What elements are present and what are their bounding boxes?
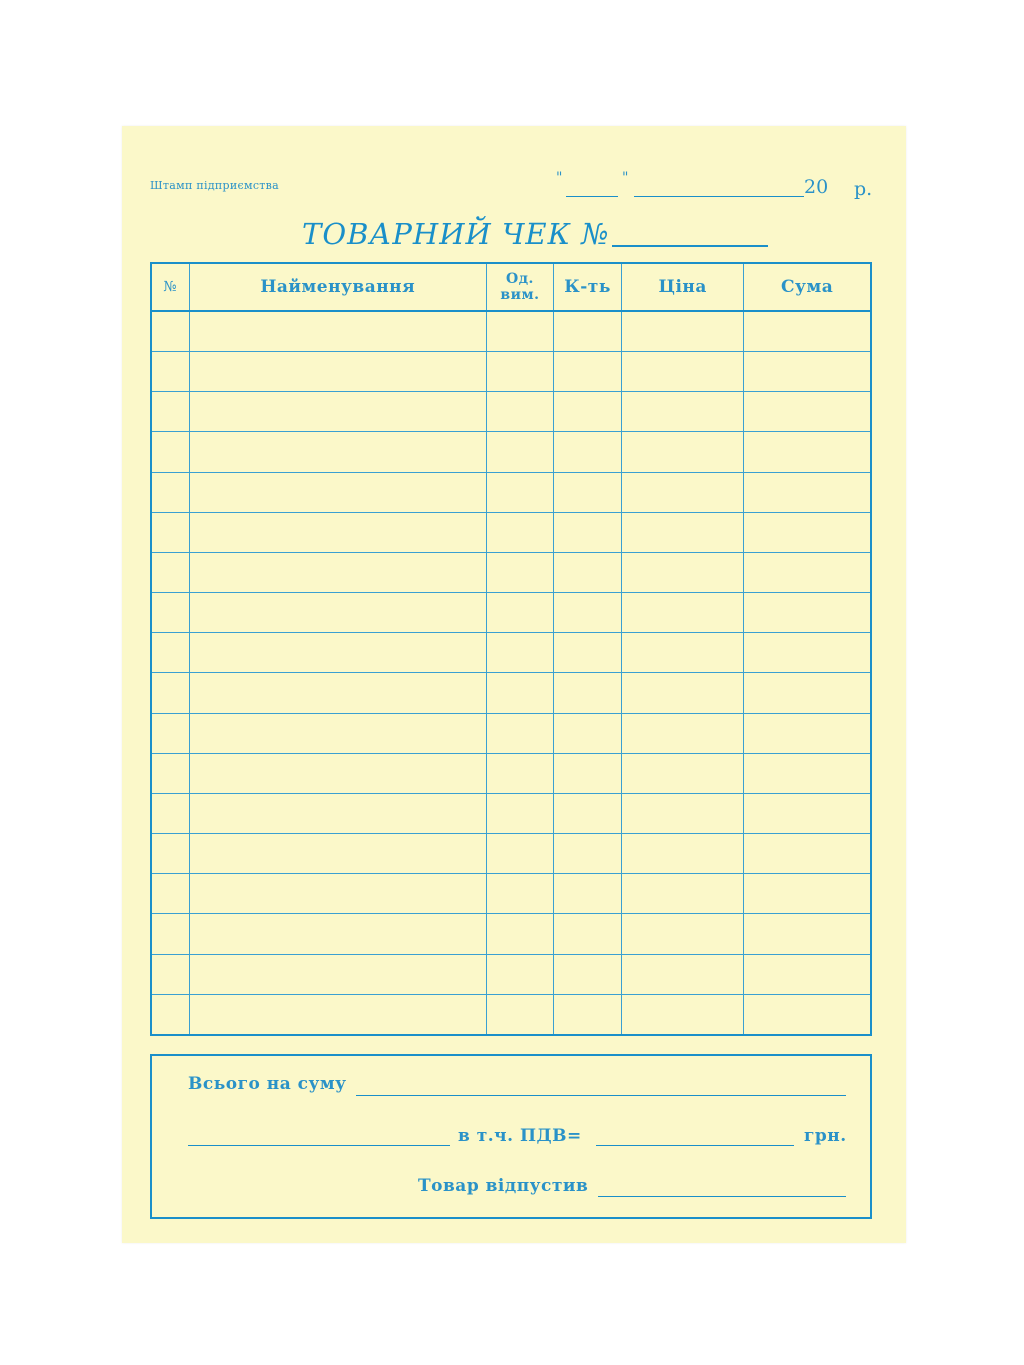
- cell-qty[interactable]: [554, 994, 622, 1034]
- cell-unit[interactable]: [486, 673, 553, 713]
- cell-name[interactable]: [189, 552, 486, 592]
- stamp-label: Штамп підприємства: [150, 179, 280, 192]
- cell-qty[interactable]: [554, 954, 622, 994]
- column-header-unit-line1: Од.: [506, 271, 534, 287]
- released-by-label: Товар відпустив: [418, 1176, 589, 1196]
- cell-price[interactable]: [622, 633, 744, 673]
- total-sum-blank-line[interactable]: [356, 1095, 846, 1096]
- cell-sum[interactable]: [744, 994, 870, 1034]
- cell-unit[interactable]: [486, 552, 553, 592]
- cell-num[interactable]: [152, 432, 189, 472]
- cell-name[interactable]: [189, 472, 486, 512]
- table-row: [152, 352, 870, 392]
- cell-qty[interactable]: [554, 472, 622, 512]
- cell-unit[interactable]: [486, 914, 553, 954]
- cell-qty[interactable]: [554, 352, 622, 392]
- cell-qty[interactable]: [554, 793, 622, 833]
- cell-sum[interactable]: [744, 352, 870, 392]
- cell-num[interactable]: [152, 713, 189, 753]
- cell-qty[interactable]: [554, 713, 622, 753]
- cell-unit[interactable]: [486, 512, 553, 552]
- cell-sum[interactable]: [744, 392, 870, 432]
- cell-price[interactable]: [622, 914, 744, 954]
- cell-qty[interactable]: [554, 673, 622, 713]
- cell-unit[interactable]: [486, 472, 553, 512]
- table-row: [152, 753, 870, 793]
- cell-unit[interactable]: [486, 593, 553, 633]
- cell-unit[interactable]: [486, 793, 553, 833]
- items-table: [150, 262, 872, 1036]
- cell-qty[interactable]: [554, 552, 622, 592]
- cell-sum[interactable]: [744, 954, 870, 994]
- cell-unit[interactable]: [486, 392, 553, 432]
- date-close-quote: ": [622, 170, 629, 186]
- cell-qty[interactable]: [554, 834, 622, 874]
- cell-name[interactable]: [189, 673, 486, 713]
- released-by-blank-line[interactable]: [598, 1196, 846, 1197]
- cell-sum[interactable]: [744, 713, 870, 753]
- cell-num[interactable]: [152, 793, 189, 833]
- cell-sum[interactable]: [744, 552, 870, 592]
- cell-qty[interactable]: [554, 914, 622, 954]
- cell-name[interactable]: [189, 352, 486, 392]
- cell-name[interactable]: [189, 392, 486, 432]
- cell-price[interactable]: [622, 793, 744, 833]
- cell-num[interactable]: [152, 352, 189, 392]
- cell-sum[interactable]: [744, 834, 870, 874]
- cell-price[interactable]: [622, 713, 744, 753]
- cell-num[interactable]: [152, 552, 189, 592]
- cell-qty[interactable]: [554, 874, 622, 914]
- cell-name[interactable]: [189, 753, 486, 793]
- cell-name[interactable]: [189, 874, 486, 914]
- table-row: [152, 834, 870, 874]
- cell-sum[interactable]: [744, 673, 870, 713]
- cell-num[interactable]: [152, 954, 189, 994]
- cell-sum[interactable]: [744, 472, 870, 512]
- cell-num[interactable]: [152, 512, 189, 552]
- cell-unit[interactable]: [486, 954, 553, 994]
- cell-name[interactable]: [189, 512, 486, 552]
- cell-num[interactable]: [152, 994, 189, 1034]
- day-blank-line[interactable]: [566, 196, 618, 197]
- cell-qty[interactable]: [554, 432, 622, 472]
- receipt-number-blank-line[interactable]: [612, 245, 768, 247]
- cell-price[interactable]: [622, 512, 744, 552]
- cell-sum[interactable]: [744, 753, 870, 793]
- cell-price[interactable]: [622, 834, 744, 874]
- cell-sum[interactable]: [744, 593, 870, 633]
- table-row: [152, 673, 870, 713]
- cell-num[interactable]: [152, 673, 189, 713]
- column-header-price: Ціна: [622, 264, 744, 311]
- cell-sum[interactable]: [744, 914, 870, 954]
- column-header-name: Найменування: [189, 264, 486, 311]
- items-body: [152, 311, 870, 1034]
- table-row: [152, 593, 870, 633]
- table-row: [152, 512, 870, 552]
- vat-label: в т.ч. ПДВ=: [458, 1126, 582, 1146]
- table-row: [152, 633, 870, 673]
- cell-price[interactable]: [622, 673, 744, 713]
- table-row: [152, 552, 870, 592]
- table-header-row: [152, 264, 870, 311]
- cell-unit[interactable]: [486, 834, 553, 874]
- cell-sum[interactable]: [744, 793, 870, 833]
- cell-qty[interactable]: [554, 593, 622, 633]
- column-header-qty: К-ть: [554, 264, 622, 311]
- cell-name[interactable]: [189, 834, 486, 874]
- table-row: [152, 432, 870, 472]
- cell-unit[interactable]: [486, 311, 553, 352]
- cell-price[interactable]: [622, 593, 744, 633]
- cell-name[interactable]: [189, 311, 486, 352]
- cell-sum[interactable]: [744, 874, 870, 914]
- document-title: ТОВАРНИЙ ЧЕК №: [302, 217, 610, 251]
- cell-name[interactable]: [189, 593, 486, 633]
- table-row: [152, 954, 870, 994]
- cell-qty[interactable]: [554, 311, 622, 352]
- cell-num[interactable]: [152, 633, 189, 673]
- column-header-sum: Сума: [744, 264, 870, 311]
- table-row: [152, 713, 870, 753]
- cell-unit[interactable]: [486, 633, 553, 673]
- cell-qty[interactable]: [554, 512, 622, 552]
- cell-price[interactable]: [622, 432, 744, 472]
- table-row: [152, 874, 870, 914]
- cell-name[interactable]: [189, 713, 486, 753]
- cell-num[interactable]: [152, 593, 189, 633]
- cell-price[interactable]: [622, 311, 744, 352]
- cell-price[interactable]: [622, 874, 744, 914]
- cell-price[interactable]: [622, 352, 744, 392]
- cell-num[interactable]: [152, 914, 189, 954]
- month-blank-line[interactable]: [634, 196, 804, 197]
- date-open-quote: ": [556, 170, 563, 186]
- cell-sum[interactable]: [744, 512, 870, 552]
- items-grid: [152, 264, 870, 1034]
- cell-unit[interactable]: [486, 994, 553, 1034]
- cell-price[interactable]: [622, 392, 744, 432]
- table-row: [152, 311, 870, 352]
- cell-price[interactable]: [622, 954, 744, 994]
- column-header-num: №: [152, 264, 189, 311]
- year-prefix: 20: [804, 176, 829, 198]
- cell-unit[interactable]: [486, 432, 553, 472]
- cell-price[interactable]: [622, 472, 744, 512]
- cell-num[interactable]: [152, 753, 189, 793]
- cell-sum[interactable]: [744, 633, 870, 673]
- cell-name[interactable]: [189, 954, 486, 994]
- cell-num[interactable]: [152, 311, 189, 352]
- cell-name[interactable]: [189, 633, 486, 673]
- table-row: [152, 914, 870, 954]
- cell-name[interactable]: [189, 994, 486, 1034]
- year-suffix: р.: [854, 178, 873, 200]
- totals-box: [150, 1054, 872, 1219]
- cell-qty[interactable]: [554, 392, 622, 432]
- total-sum-label: Всього на суму: [188, 1074, 347, 1094]
- table-row: [152, 472, 870, 512]
- column-header-unit-line2: вим.: [500, 287, 540, 303]
- cell-qty[interactable]: [554, 753, 622, 793]
- cell-unit[interactable]: [486, 753, 553, 793]
- cell-num[interactable]: [152, 392, 189, 432]
- currency-label: грн.: [804, 1126, 847, 1146]
- cell-num[interactable]: [152, 834, 189, 874]
- cell-name[interactable]: [189, 914, 486, 954]
- table-row: [152, 793, 870, 833]
- total-words-blank-line[interactable]: [188, 1145, 450, 1146]
- column-header-unit: [486, 264, 553, 311]
- vat-blank-line[interactable]: [596, 1145, 794, 1146]
- cell-price[interactable]: [622, 552, 744, 592]
- cell-unit[interactable]: [486, 874, 553, 914]
- table-row: [152, 994, 870, 1034]
- cell-num[interactable]: [152, 874, 189, 914]
- cell-unit[interactable]: [486, 713, 553, 753]
- cell-sum[interactable]: [744, 311, 870, 352]
- cell-price[interactable]: [622, 753, 744, 793]
- cell-name[interactable]: [189, 432, 486, 472]
- table-row: [152, 392, 870, 432]
- cell-name[interactable]: [189, 793, 486, 833]
- cell-price[interactable]: [622, 994, 744, 1034]
- cell-unit[interactable]: [486, 352, 553, 392]
- cell-sum[interactable]: [744, 432, 870, 472]
- cell-qty[interactable]: [554, 633, 622, 673]
- cell-num[interactable]: [152, 472, 189, 512]
